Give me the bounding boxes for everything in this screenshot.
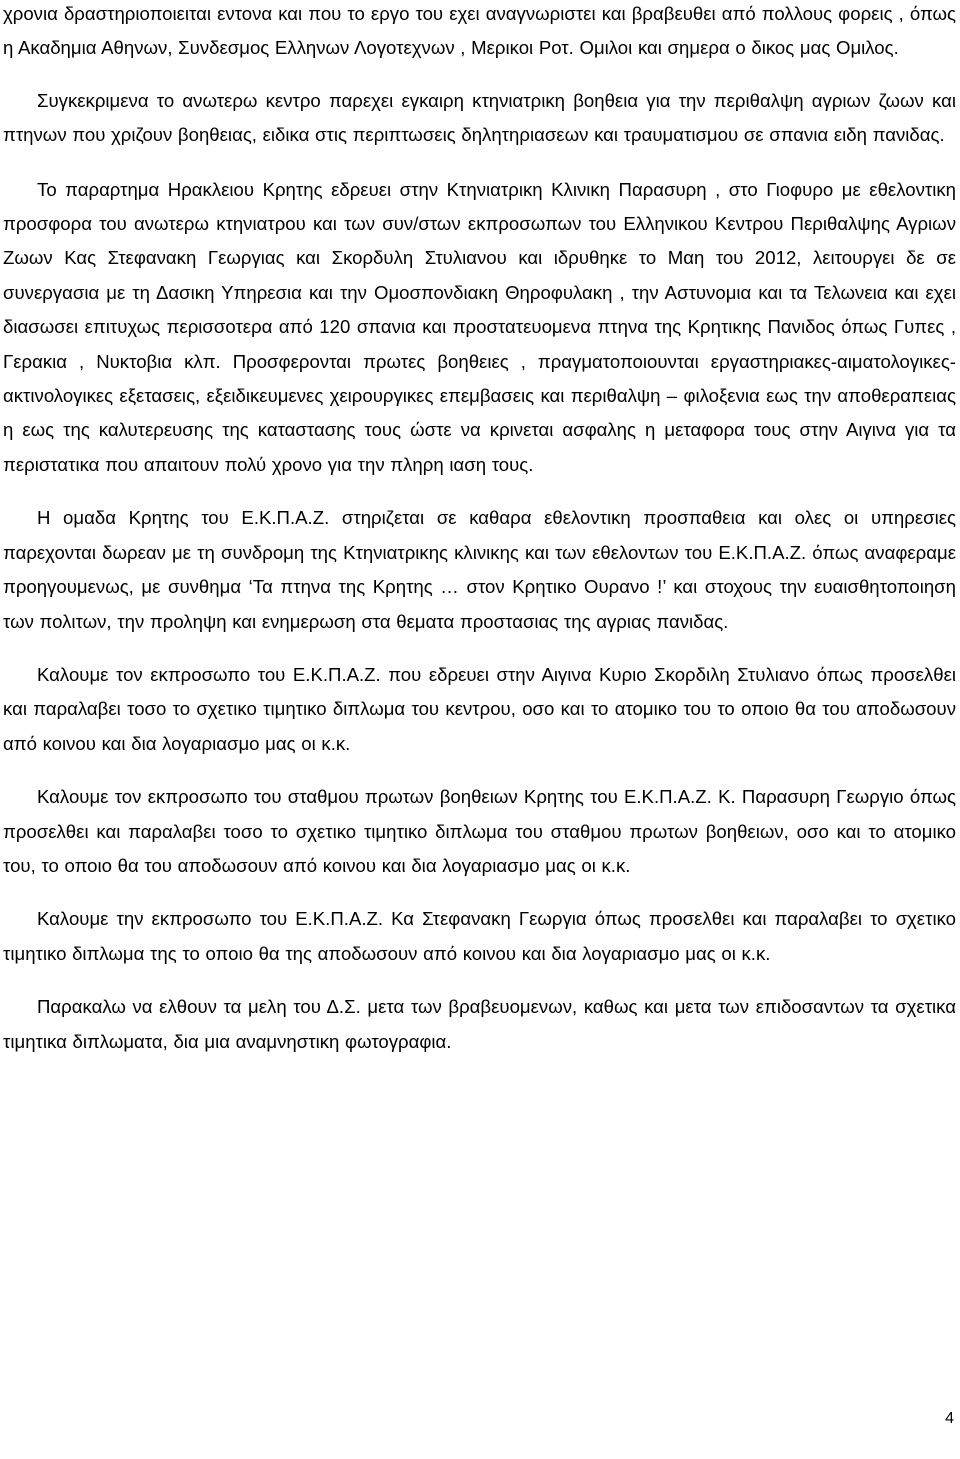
document-body <box>3 0 956 1059</box>
paragraph-heraklion-branch: Το παραρτημα Ηρακλειου Κρητης εδρευει στην Κτηνιατρικη Κλινικη Παρασυρη , στο Γιοφυρο με εθελοντικη προσφορα του ανωτερω κτηνιατρου και των συν/στων εκπροσωπων του Ελληνικου Κεντρου Περιθαλψης Αγριων Ζωων Κας Στεφανακη Γεωργιας και Σκορδυλη Στυλιανου και ιδρυθηκε το Μαη του 2012, λειτουργει δε σε συνεργασια με τη Δασικη Υπηρεσια και την Ομοσπονδιακη Θηροφυλακη , την Αστυνομια και τα Τελωνεια και εχει διασωσει επιτυχως περισσοτερα από 120 σπανια και προστατευομενα πτηνα της Κρητικης Πανιδος όπως Γυπες , Γερακια , Νυκτοβια κλπ. Προσφερονται πρωτες βοηθειες , πραγματοποιουνται εργαστηριακες-αιματολογικες-ακτινολογικες εξετασεις, εξειδικευμενες χειρουργικες επεμβασεις και περιθαλψη – φιλοξενια εως την αποθεραπειας η εως της καλυτερευσης της καταστασης τους ώστε να κρινεται ασφαλης η μεταφορα τους στην Αιγινα για τα περιστατικα που απαιτουν πολύ χρονο για την πληρη ιαση τους. <box>3 178 956 475</box>
paragraph-center-services: Συγκεκριμενα το ανωτερω κεντρο παρεχει εγκαιρη κτηνιατρικη βοηθεια για την περιθαλψη αγριων ζωων και πτηνων που χριζουν βοηθειας, ειδικα στις περιπτωσεις δηλητηριασεων και τραυματισμου σε σπανια ειδη πανιδας. <box>3 89 956 146</box>
paragraph-group-photo: Παρακαλω να ελθουν τα μελη του Δ.Σ. μετα των βραβευομενων, καθως και μετα των επιδοσαντων τα σχετικα τιμητικα διπλωματα, δια μια αναμνηστικη φωτογραφια. <box>3 996 956 1052</box>
paragraph-invitation-crete-station: Καλουμε τον εκπροσωπο του σταθμου πρωτων βοηθειων Κρητης του Ε.Κ.Π.Α.Ζ. Κ. Παρασυρη Γεωργιο όπως προσελθει και παραλαβει τοσο το σχετικο τιμητικο διπλωμα του σταθμου πρωτων βοηθειων, οσο και το ατομικο του, το οποιο θα του αποδωσουν από κοινου και δια λογαριασμο μας οι κ.κ. <box>3 786 956 876</box>
page-number: 4 <box>945 1410 954 1427</box>
paragraph-invitation-stefanaki: Καλουμε την εκπροσωπο του Ε.Κ.Π.Α.Ζ. Κα Στεφανακη Γεωργια όπως προσελθει και παραλαβει το σχετικο τιμητικο διπλωμα της το οποιο θα της αποδωσουν από κοινου και δια λογαριασμο μας οι κ.κ. <box>3 908 956 964</box>
paragraph-crete-team: Η ομαδα Κρητης του Ε.Κ.Π.Α.Ζ. στηριζεται σε καθαρα εθελοντικη προσπαθεια και ολες οι υπηρεσιες παρεχονται δωρεαν με τη συνδρομη της Κτηνιατρικης κλινικης και των εθελοντων του Ε.Κ.Π.Α.Ζ. όπως αναφεραμε προηγουμενως, με συνθημα ‘Τα πτηνα της Κρητης … στον Κρητικο Ουρανο !’ και στοχους την ευαισθητοποιηση των πολιτων, την προληψη και ενημερωση στα θεματα προστασιας της αγριας πανιδας. <box>3 507 956 632</box>
paragraph-continuation: χρονια δραστηριοποιειται εντονα και που το εργο του εχει αναγνωριστει και βραβευθει από πολλους φορεις , όπως η Ακαδημια Αθηνων, Συνδεσμος Ελληνων Λογοτεχνων , Μερικοι Ροτ. Ομιλοι και σημερα ο δικος μας Ομιλος. <box>3 3 956 59</box>
paragraph-invitation-aegina: Καλουμε τον εκπροσωπο του Ε.Κ.Π.Α.Ζ. που εδρευει στην Αιγινα Κυριο Σκορδιλη Στυλιανο όπως προσελθει και παραλαβει τοσο το σχετικο τιμητικο διπλωμα του κεντρου, οσο και το ατομικο του το οποιο θα του αποδωσουν από κοινου και δια λογαριασμο μας οι κ.κ. <box>3 663 956 754</box>
